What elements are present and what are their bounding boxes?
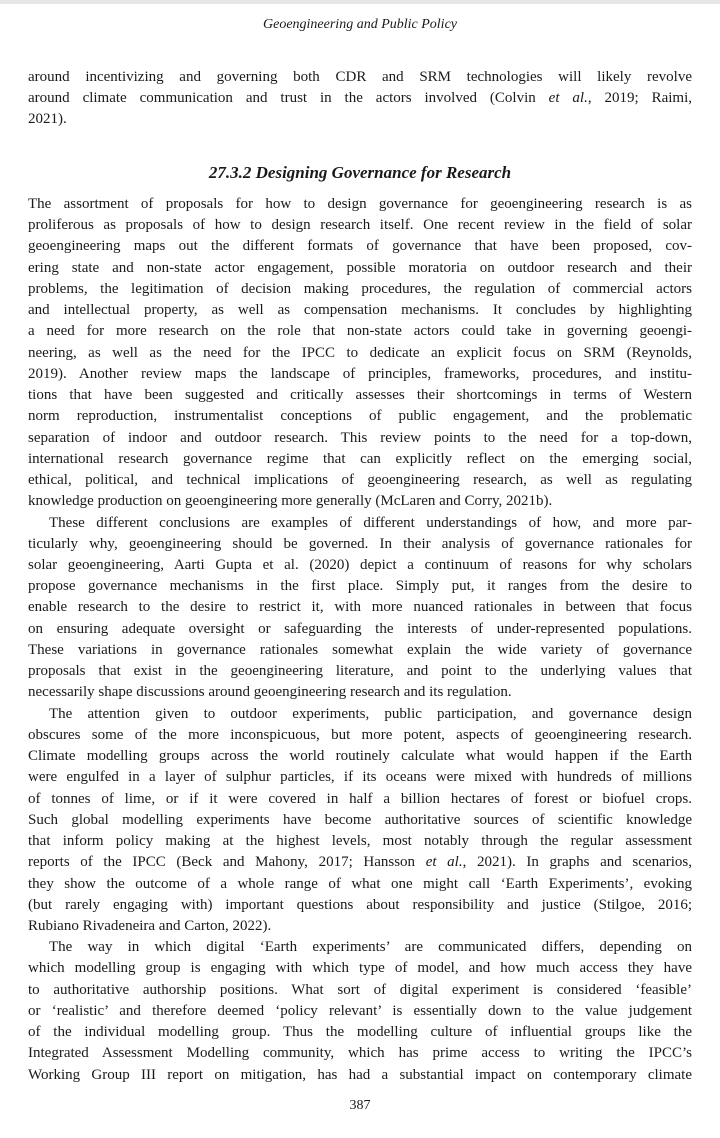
text-line: enable research to the desire to restrict it, with more nuanced rationales in between that focus xyxy=(28,599,692,616)
text-line: to authoritative authorship positions. What sort of digital experiment is considered ‘feasible’ xyxy=(28,981,692,998)
text-line: knowledge production on geoengineering more generally (McLaren and Corry, 2021b). xyxy=(28,493,553,510)
text-line: 2021). xyxy=(28,111,67,127)
text-line: geoengineering maps out the different formats of governance that have been proposed, cov- xyxy=(28,238,692,255)
text-segment: , 2019; Raimi, xyxy=(587,90,692,106)
text-segment: reports of the IPCC (Beck and Mahony, 2017; Hansson xyxy=(28,854,426,871)
text-line: which modelling group is engaging with which type of model, and how much access they have xyxy=(28,960,692,977)
text-line: 2019). Another review maps the landscape of principles, frameworks, procedures, and institu- xyxy=(28,365,692,382)
body-text xyxy=(28,194,692,1086)
text-line: The way in which digital ‘Earth experiments’ are communicated differs, depending on xyxy=(49,939,692,956)
text-line: (but rarely engaging with) important questions about responsibility and justice (Stilgoe, 2016; xyxy=(28,896,692,913)
text-line: Integrated Assessment Modelling community, which has prime access to writing the IPCC’s xyxy=(28,1045,692,1062)
text-line: of the individual modelling group. Thus the modelling culture of influential groups like the xyxy=(28,1024,692,1041)
text-line: Climate modelling groups across the world routinely calculate what would happen if the Earth xyxy=(28,748,692,765)
text-line: These variations in governance rationales somewhat explain the wide variety of governance xyxy=(28,641,692,658)
text-line: a need for more research on the role that non-state actors could take in governing geoengi- xyxy=(28,323,692,340)
text-line xyxy=(28,88,692,109)
text-line: These different conclusions are examples of different understandings of how, and more par- xyxy=(49,514,692,531)
paragraph xyxy=(28,937,692,1086)
text-line: The assortment of proposals for how to design governance for geoengineering research is as xyxy=(28,196,692,212)
text-line: obscures some of the more inconspicuous, but more potent, aspects of geoengineering research. xyxy=(28,726,692,743)
text-line: proliferous as proposals of how to design research itself. One recent review in the field of solar xyxy=(28,217,692,234)
text-line: they show the outcome of a whole range of what one might call ‘Earth Experiments’, evoking xyxy=(28,875,692,892)
text-line xyxy=(28,852,692,873)
text-line: were engulfed in a layer of sulphur particles, if its oceans were mixed with hundreds of millions xyxy=(28,769,692,786)
text-line: and intellectual property, as well as compensation mechanisms. It concludes by highlighting xyxy=(28,302,692,319)
text-segment: around climate communication and trust in the actors involved (Colvin xyxy=(28,90,549,106)
intro-paragraph xyxy=(28,67,692,130)
text-line: international research governance regime that can explicitly reflect on the emerging social, xyxy=(28,450,692,467)
viewer-top-edge xyxy=(0,0,720,4)
text-line: that inform policy making at the highest levels, most notably through the regular assessment xyxy=(28,833,692,850)
running-header: Geoengineering and Public Policy xyxy=(263,17,457,32)
text-line: or ‘realistic’ and therefore deemed ‘policy relevant’ is essentially down to the value judgement xyxy=(28,1002,692,1019)
paragraph xyxy=(28,704,692,938)
text-line: around incentivizing and governing both CDR and SRM technologies will likely revolve xyxy=(28,69,692,85)
italic-citation: et al. xyxy=(548,90,588,106)
text-line: proposals that exist in the geoengineering literature, and point to the underlying values that xyxy=(28,663,692,680)
text-line: Rubiano Rivadeneira and Carton, 2022). xyxy=(28,917,272,934)
text-line: Working Group III report on mitigation, has had a substantial impact on contemporary climate xyxy=(28,1066,692,1083)
text-line: tions that have been suggested and critically assesses their shortcomings in terms of Western xyxy=(28,387,692,404)
paragraph xyxy=(28,67,692,130)
text-line: solar geoengineering, Aarti Gupta et al. (2020) depict a continuum of reasons for why scholars xyxy=(28,556,692,573)
text-line: ering state and non-state actor engagement, possible moratoria on outdoor research and their xyxy=(28,259,692,276)
text-line: ethical, political, and technical implications of geoengineering research, as well as regulating xyxy=(28,472,692,489)
text-line: neering, as well as the need for the IPCC to dedicate an explicit focus on SRM (Reynolds, xyxy=(28,344,692,361)
text-line: ticularly why, geoengineering should be governed. In their analysis of governance rationales for xyxy=(28,535,692,552)
text-line: of tonnes of lime, or if it were covered in half a billion hectares of forest or biofuel crops. xyxy=(28,790,692,807)
text-line: Such global modelling experiments have become authoritative sources of scientific knowledge xyxy=(28,811,692,828)
text-line: The attention given to outdoor experiments, public participation, and governance design xyxy=(49,705,692,722)
text-line: separation of indoor and outdoor research. This review points to the need for a top-down, xyxy=(28,429,692,446)
text-line: necessarily shape discussions around geoengineering research and its regulation. xyxy=(28,684,512,701)
text-segment: , 2021). In graphs and scenarios, xyxy=(462,854,692,871)
italic-citation: et al. xyxy=(425,854,463,871)
text-line: norm reproduction, instrumentalist conceptions of public engagement, and the problematic xyxy=(28,408,692,425)
section-heading: 27.3.2 Designing Governance for Research xyxy=(208,163,512,182)
page-number: 387 xyxy=(349,1098,371,1113)
paragraph xyxy=(28,513,692,704)
text-line: problems, the legitimation of decision making procedures, the regulation of commercial actors xyxy=(28,280,692,297)
text-line: on ensuring adequate oversight or safeguarding the interests of under-represented populations. xyxy=(28,620,692,637)
paragraph xyxy=(28,194,692,513)
text-line: propose governance mechanisms in the first place. Simply put, it ranges from the desire to xyxy=(28,578,692,595)
